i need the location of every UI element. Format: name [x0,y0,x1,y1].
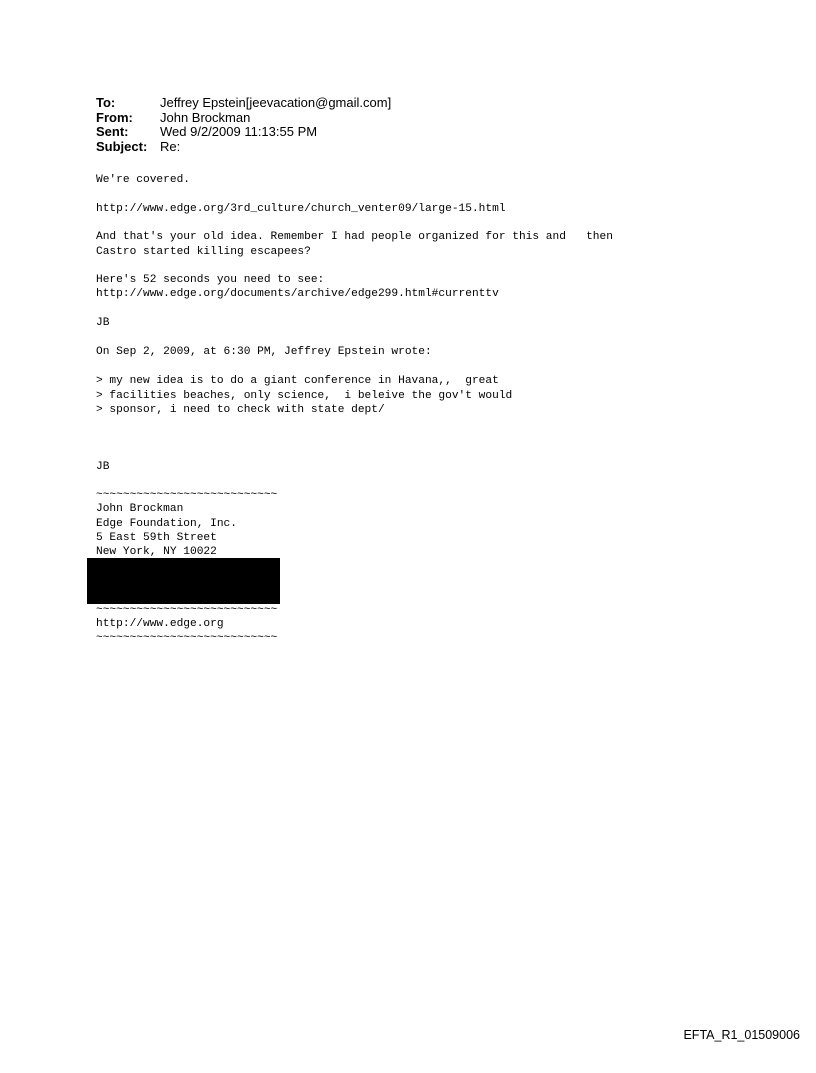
redaction-block [87,558,280,604]
header-subject-row [96,140,391,155]
body-line-52-seconds: Here's 52 seconds you need to see: [96,274,325,286]
quote-intro: On Sep 2, 2009, at 6:30 PM, Jeffrey Epstein wrote: [96,346,432,358]
to-label: To: [96,95,116,110]
signature-divider-top: ~~~~~~~~~~~~~~~~~~~~~~~~~~~ [96,489,278,501]
to-value: Jeffrey Epstein[jeevacation@gmail.com] [160,95,392,110]
header-to-row [96,96,391,111]
header-from-row [96,111,391,126]
body-line-covered: We're covered. [96,174,190,186]
subject-label: Subject: [96,138,148,154]
signature-name: John Brockman [96,503,184,515]
signature-city: New York, NY 10022 [96,546,217,558]
signature-website: http://www.edge.org [96,618,224,630]
from-label: From: [96,109,133,125]
signature-street: 5 East 59th Street [96,532,217,544]
quoted-text: > my new idea is to do a giant conference in Havana,, great > facilities beaches, only science, i beleive the gov't would > sponsor, i need to check with state dept/ [96,375,513,416]
initials-jb-2: JB [96,461,110,473]
signature-divider-mid: ~~~~~~~~~~~~~~~~~~~~~~~~~~~ [96,604,278,616]
signature-org: Edge Foundation, Inc. [96,518,237,530]
signature-divider-bottom: ~~~~~~~~~~~~~~~~~~~~~~~~~~~ [96,632,278,644]
link-edge299: http://www.edge.org/documents/archive/edge299.html#currenttv [96,288,499,300]
subject-value: Re: [160,138,181,154]
sent-value: Wed 9/2/2009 11:13:55 PM [160,124,318,139]
from-value: John Brockman [160,109,251,125]
paragraph-old-idea: And that's your old idea. Remember I had people organized for this and then Castro started killing escapees? [96,231,613,258]
document-id: EFTA_R1_01509006 [683,1028,800,1042]
header-sent-row [96,125,391,140]
sent-label: Sent: [96,124,129,139]
email-header [96,96,391,154]
initials-jb-1: JB [96,317,110,329]
link-church-venter: http://www.edge.org/3rd_culture/church_venter09/large-15.html [96,203,506,215]
